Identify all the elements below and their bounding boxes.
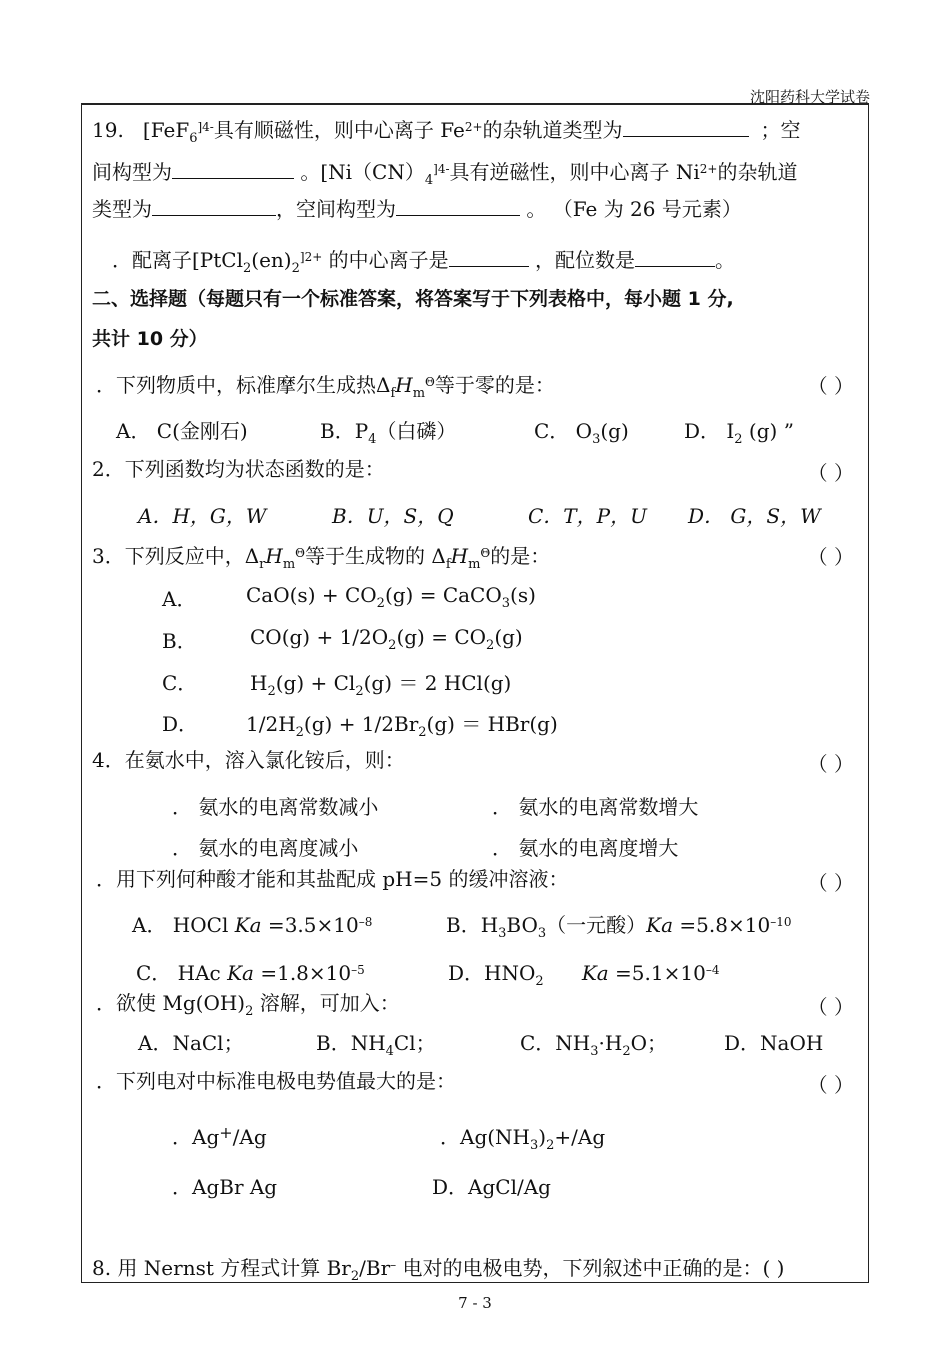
q20-text: (en) bbox=[251, 248, 292, 272]
text-fragment: /Br bbox=[359, 1256, 391, 1280]
text-fragment: 3 bbox=[501, 596, 511, 611]
text-fragment: 3 bbox=[530, 1138, 539, 1153]
q1-sub: f bbox=[390, 386, 396, 401]
q4-option-b: ． 氨水的电离常数增大 bbox=[492, 795, 699, 819]
text-fragment: (s) bbox=[510, 583, 536, 607]
q1-stem bbox=[96, 370, 555, 406]
q1-text: 等于零的是： bbox=[434, 373, 555, 397]
text-fragment: C． O bbox=[534, 419, 593, 443]
q20-text: 的中心离子是 bbox=[322, 248, 449, 272]
text-fragment: f bbox=[445, 557, 451, 572]
section2-heading-line2: 共计 10 分） bbox=[92, 328, 208, 350]
q3-option-b-label: B． bbox=[162, 629, 197, 653]
answer-paren[interactable]: （ ） bbox=[807, 545, 854, 569]
q19-sup: ]4- bbox=[197, 120, 214, 134]
q4-option-c: ． 氨水的电离度减小 bbox=[172, 836, 359, 860]
text-fragment: (g) bbox=[600, 419, 629, 443]
text-fragment: 2 bbox=[267, 684, 276, 699]
page-number: 7 - 3 bbox=[458, 1294, 492, 1312]
text-fragment: – bbox=[390, 1258, 397, 1272]
q19-text: 类型为 bbox=[92, 197, 152, 221]
answer-blank[interactable] bbox=[635, 248, 715, 267]
q3-stem bbox=[92, 541, 550, 577]
text-fragment: =5.8×10 bbox=[673, 913, 771, 937]
text-fragment: H bbox=[450, 544, 469, 568]
text-fragment: =5.1×10 bbox=[608, 961, 706, 985]
text-fragment: H bbox=[265, 544, 283, 568]
text-fragment: （白磷） bbox=[376, 419, 457, 443]
q19-line2 bbox=[92, 157, 798, 193]
text-fragment: Ka bbox=[234, 913, 262, 937]
text-fragment: 溶解，可加入： bbox=[253, 991, 400, 1015]
q5-stem: ．用下列何种酸才能和其盐配成 pH=5 的缓冲溶液： bbox=[96, 867, 569, 891]
q5-option-d bbox=[448, 957, 719, 989]
text-fragment: 2 bbox=[245, 1004, 254, 1019]
text-fragment: +/Ag bbox=[554, 1125, 606, 1149]
q20-sub: 2 bbox=[291, 261, 300, 276]
q6-stem bbox=[96, 991, 400, 1024]
q2-stem: 2．下列函数均为状态函数的是： bbox=[92, 457, 385, 481]
q19-text: ；空 bbox=[760, 118, 801, 142]
text-fragment: ．Ag(NH bbox=[440, 1125, 530, 1149]
text-fragment: 2 bbox=[376, 596, 385, 611]
q2-option-b: B．U，S，Q bbox=[332, 504, 454, 528]
q2-option-d: D． G，S，W bbox=[688, 504, 821, 528]
q19-sup: ]4- bbox=[433, 162, 450, 176]
text-fragment: 的是： bbox=[490, 544, 551, 568]
text-fragment: CO(g) + 1/2O bbox=[250, 625, 389, 649]
q5-option-c bbox=[136, 957, 365, 986]
q2-option-c: C．T，P，U bbox=[528, 504, 647, 528]
q1-text: ．下列物质中，标准摩尔生成热Δ bbox=[96, 373, 391, 397]
q20-text: ．配离子[PtCl bbox=[112, 248, 243, 272]
q3-option-a-label: A． bbox=[162, 587, 197, 611]
text-fragment: =1.8×10 bbox=[253, 961, 352, 985]
answer-paren[interactable]: （ ） bbox=[807, 1073, 854, 1097]
q19-text: 间构型为 bbox=[92, 160, 172, 184]
section2-heading-line1: 二、选择题（每题只有一个标准答案，将答案写于下列表格中，每小题 1 分, bbox=[92, 288, 734, 310]
text-fragment: (g) ＝ HBr(g) bbox=[426, 712, 558, 736]
q19-text: 。[Ni（CN） bbox=[300, 160, 425, 184]
q7-stem: ．下列电对中标准电极电势值最大的是： bbox=[96, 1069, 456, 1093]
q19-sup: 2+ bbox=[699, 162, 718, 176]
text-fragment: (g) + Cl bbox=[275, 671, 356, 695]
q19-sup: 2+ bbox=[464, 120, 483, 134]
text-fragment: 3 bbox=[592, 432, 601, 447]
text-fragment: Cl； bbox=[393, 1031, 436, 1055]
text-fragment: B．H bbox=[446, 913, 499, 937]
q7-option-a bbox=[172, 1121, 267, 1150]
q19-number: 19. bbox=[92, 118, 124, 142]
q1-option-a: A． C(金刚石) bbox=[116, 419, 248, 443]
text-fragment: =3.5×10 bbox=[261, 913, 359, 937]
text-fragment: 2 bbox=[295, 725, 304, 740]
text-fragment: m bbox=[282, 557, 296, 572]
q19-sub: 4 bbox=[424, 173, 434, 188]
text-fragment: + bbox=[219, 1123, 233, 1142]
q7-option-c: ．AgBr Ag bbox=[172, 1175, 278, 1199]
text-fragment: (g) = CO bbox=[396, 625, 487, 649]
text-fragment: (g) = CaCO bbox=[384, 583, 502, 607]
q19-text: 的杂轨道类型为 bbox=[482, 118, 623, 142]
text-fragment: A． HOCl bbox=[132, 913, 235, 937]
q6-option-a: A．NaCl； bbox=[138, 1031, 244, 1055]
q3-option-c-label: C． bbox=[162, 671, 198, 695]
answer-paren[interactable]: （ ） bbox=[807, 752, 854, 776]
text-fragment: 2 bbox=[546, 1138, 555, 1153]
text-fragment: 2 bbox=[622, 1044, 631, 1059]
text-fragment: 2 bbox=[734, 432, 743, 447]
text-fragment: 4 bbox=[385, 1044, 394, 1059]
answer-blank[interactable] bbox=[449, 248, 529, 267]
text-fragment: –4 bbox=[705, 963, 720, 977]
q6-option-c bbox=[520, 1027, 667, 1059]
text-fragment: 3．下列反应中，Δ bbox=[92, 544, 260, 568]
q7-option-d: D．AgCl/Ag bbox=[432, 1175, 551, 1199]
text-fragment: Ka bbox=[581, 961, 609, 985]
text-fragment: (g) ” bbox=[742, 419, 794, 443]
text-fragment: O； bbox=[630, 1031, 668, 1055]
text-fragment: 3 bbox=[590, 1044, 599, 1059]
q3-option-b bbox=[250, 625, 523, 653]
exam-frame bbox=[81, 103, 869, 1283]
q20-sup: ]2+ bbox=[299, 250, 323, 264]
text-fragment: 2 bbox=[535, 974, 544, 989]
text-fragment: –10 bbox=[770, 915, 792, 929]
q20-text: 。 bbox=[714, 248, 735, 272]
text-fragment: ．Ag bbox=[172, 1125, 220, 1149]
text-fragment: 等于生成物的 Δ bbox=[305, 544, 446, 568]
text-fragment: Ka bbox=[227, 961, 254, 985]
q8-stem bbox=[92, 1253, 784, 1289]
text-fragment: 4 bbox=[368, 432, 377, 447]
text-fragment: ) bbox=[538, 1125, 547, 1149]
answer-blank[interactable] bbox=[396, 197, 520, 216]
q3-option-a bbox=[246, 583, 536, 611]
answer-blank[interactable] bbox=[152, 197, 276, 216]
answer-paren[interactable]: （ ） bbox=[807, 374, 854, 398]
text-fragment: 电对的电极电势，下列叙述中正确的是：( ) bbox=[396, 1256, 785, 1280]
q19-complex: [FeF bbox=[142, 118, 190, 142]
q19-text: 具有顺磁性，则中心离子 Fe bbox=[213, 118, 465, 142]
q2-option-a: A．H，G，W bbox=[138, 504, 267, 528]
text-fragment: D． I bbox=[684, 419, 735, 443]
text-fragment: 8. 用 Nernst 方程式计算 Br bbox=[92, 1256, 351, 1280]
q1-option-c bbox=[534, 415, 629, 447]
q5-option-b bbox=[446, 909, 791, 941]
q4-option-a: ． 氨水的电离常数减小 bbox=[172, 795, 379, 819]
q20-text: ，配位数是 bbox=[534, 248, 635, 272]
q3-option-c bbox=[250, 667, 511, 699]
text-fragment: Ka bbox=[646, 913, 674, 937]
text-fragment: 1/2H bbox=[246, 712, 296, 736]
text-fragment: 3 bbox=[537, 926, 547, 941]
text-fragment: BO bbox=[506, 913, 538, 937]
text-fragment: (g) + 1/2Br bbox=[303, 712, 419, 736]
q19-text: 具有逆磁性，则中心离子 Ni bbox=[449, 160, 700, 184]
q6-option-b bbox=[316, 1027, 436, 1059]
text-fragment: r bbox=[259, 557, 266, 572]
text-fragment: ．欲使 Mg(OH) bbox=[96, 991, 246, 1015]
answer-paren[interactable]: （ ） bbox=[807, 871, 854, 895]
text-fragment: 3 bbox=[498, 926, 507, 941]
q4-option-d: ． 氨水的电离度增大 bbox=[492, 836, 679, 860]
school-header: 沈阳药科大学试卷 bbox=[749, 88, 870, 106]
q6-option-d: D．NaOH bbox=[724, 1031, 824, 1055]
q19-text: ，空间构型为 bbox=[276, 197, 396, 221]
q1-symbol: H bbox=[395, 373, 413, 397]
q3-option-d-label: D． bbox=[162, 712, 199, 736]
text-fragment: C． HAc bbox=[136, 961, 228, 985]
text-fragment: CaO(s) + CO bbox=[246, 583, 377, 607]
q19-line1 bbox=[92, 115, 801, 151]
answer-paren[interactable]: （ ） bbox=[807, 995, 854, 1019]
text-fragment: Θ bbox=[480, 546, 491, 560]
answer-blank[interactable] bbox=[172, 160, 294, 179]
text-fragment: 2 bbox=[486, 638, 495, 653]
text-fragment: H bbox=[250, 671, 268, 695]
q19-sub: 6 bbox=[189, 131, 198, 146]
text-fragment: B．NH bbox=[316, 1031, 386, 1055]
text-fragment: D．HNO bbox=[448, 961, 536, 985]
q1-sup: Θ bbox=[425, 375, 435, 389]
q20-line bbox=[112, 245, 735, 281]
text-fragment: (g) ＝ 2 HCl(g) bbox=[363, 671, 512, 695]
q7-option-b bbox=[440, 1121, 605, 1153]
text-fragment: m bbox=[468, 557, 481, 572]
answer-blank[interactable] bbox=[623, 118, 749, 137]
text-fragment: ·H bbox=[598, 1031, 623, 1055]
text-fragment: 2 bbox=[350, 1269, 360, 1284]
text-fragment: 2 bbox=[355, 684, 364, 699]
q1-option-d bbox=[684, 415, 794, 447]
q1-sub: m bbox=[412, 386, 426, 401]
text-fragment: /Ag bbox=[232, 1125, 267, 1149]
text-fragment: B．P bbox=[320, 419, 369, 443]
text-fragment: 2 bbox=[418, 725, 427, 740]
text-fragment: （一元酸） bbox=[546, 913, 647, 937]
text-fragment: –8 bbox=[358, 915, 373, 929]
text-fragment: C．NH bbox=[520, 1031, 591, 1055]
text-fragment: 2 bbox=[388, 638, 397, 653]
q19-text: 的杂轨道 bbox=[717, 160, 798, 184]
text-fragment: Θ bbox=[295, 546, 306, 560]
q4-stem: 4．在氨水中，溶入氯化铵后，则： bbox=[92, 748, 405, 772]
answer-paren[interactable]: （ ） bbox=[807, 461, 854, 485]
q1-option-b bbox=[320, 415, 456, 447]
q20-sub: 2 bbox=[243, 261, 252, 276]
text-fragment: (g) bbox=[494, 625, 523, 649]
text-fragment: –5 bbox=[351, 963, 365, 977]
q19-text: 。 （Fe 为 26 号元素） bbox=[526, 197, 742, 221]
q3-option-d bbox=[246, 708, 558, 740]
q19-line3 bbox=[92, 197, 742, 221]
q5-option-a bbox=[132, 909, 372, 938]
